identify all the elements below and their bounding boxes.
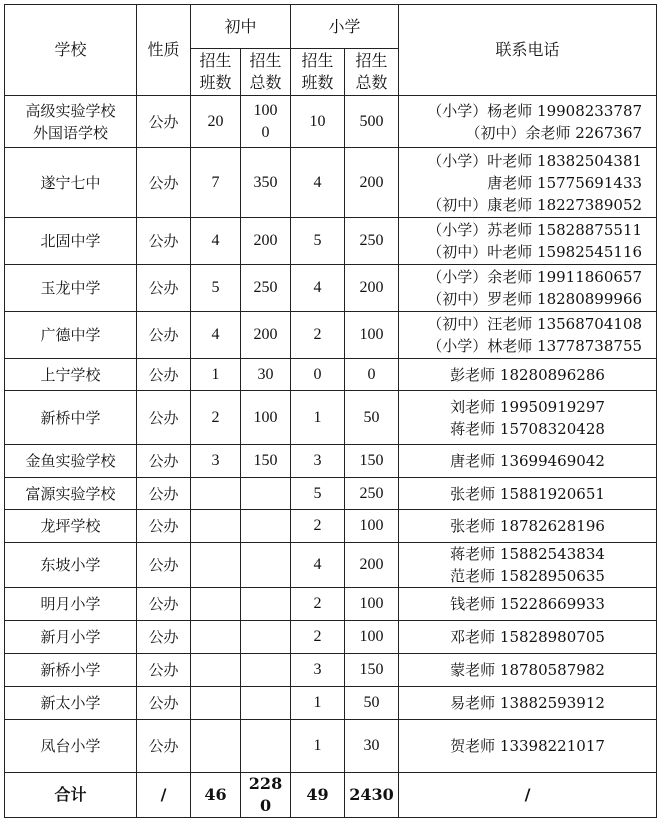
primary-classes-text: 0 (313, 365, 322, 383)
nature-text: 公办 (148, 173, 179, 192)
header-middle-total (241, 49, 291, 96)
middle-total-cell (241, 478, 291, 510)
school-text: 东坡小学 (40, 556, 101, 574)
primary-classes-text: 3 (313, 452, 322, 469)
table-row (5, 543, 657, 588)
middle-classes-text: 4 (211, 232, 220, 249)
primary-total-cell (345, 687, 399, 720)
nature-cell (137, 96, 191, 148)
primary-total-text: 200 (359, 556, 384, 573)
contact-line: （初中）康老师 18227389052 (427, 195, 643, 214)
middle-classes-cell (191, 359, 241, 391)
total-row (5, 773, 657, 818)
primary-total-cell (345, 720, 399, 773)
contact-line: 邓老师 15828980705 (450, 628, 605, 646)
middle-total-cell (241, 687, 291, 720)
primary-total-cell (345, 148, 399, 218)
middle-classes-text: 3 (211, 452, 220, 469)
nature-text: 公办 (148, 595, 179, 613)
middle-total-cell (241, 445, 291, 478)
primary-classes-cell (291, 654, 345, 687)
total-contact-text: / (524, 785, 531, 804)
total-primary-classes (291, 773, 345, 818)
school-cell (5, 445, 137, 478)
school-text: 金鱼实验学校 (25, 452, 116, 470)
contact-cell (399, 359, 657, 391)
total-label (5, 773, 137, 818)
contact-line: 张老师 18782628196 (450, 517, 605, 535)
primary-classes-cell (291, 312, 345, 359)
header-middle-total-text: 招生 总数 (249, 51, 282, 92)
middle-classes-cell (191, 687, 241, 720)
primary-total-text: 250 (359, 232, 384, 249)
middle-classes-cell (191, 445, 241, 478)
primary-total-text: 50 (363, 408, 380, 426)
nature-text: 公办 (148, 694, 179, 712)
primary-classes-cell (291, 687, 345, 720)
contact-line: （初中）叶老师 15982545116 (427, 243, 643, 261)
header-primary-classes (291, 49, 345, 96)
primary-classes-cell (291, 445, 345, 478)
school-cell (5, 654, 137, 687)
total-middle-total-text: 228 0 (248, 774, 283, 815)
table-row (5, 654, 657, 687)
school-cell (5, 510, 137, 543)
nature-cell (137, 588, 191, 621)
header-middle-school: 初中 (191, 5, 291, 49)
school-text: 北固中学 (40, 232, 101, 250)
header-middle-classes-text: 招生 班数 (199, 51, 232, 92)
primary-total-text: 250 (359, 484, 384, 502)
header-primary-total (345, 49, 399, 96)
contact-line: （小学）余老师 19911860657 (427, 268, 643, 286)
middle-total-cell (241, 543, 291, 588)
primary-classes-cell (291, 621, 345, 654)
contact-cell (399, 478, 657, 510)
nature-text: 公办 (148, 232, 179, 250)
table-row (5, 96, 657, 148)
contact-cell (399, 510, 657, 543)
nature-cell (137, 510, 191, 543)
contact-line: （初中）汪老师 13568704108 (427, 315, 643, 333)
contact-cell (399, 312, 657, 359)
middle-total-text: 350 (253, 173, 278, 191)
primary-total-text: 100 (359, 326, 384, 343)
total-primary-total-text: 2430 (349, 785, 394, 804)
contact-cell (399, 391, 657, 445)
table-row (5, 312, 657, 359)
nature-cell (137, 654, 191, 687)
primary-classes-text: 2 (313, 326, 322, 343)
table-row (5, 445, 657, 478)
middle-classes-cell (191, 148, 241, 218)
primary-classes-text: 1 (313, 408, 322, 426)
primary-total-cell (345, 543, 399, 588)
contact-cell (399, 148, 657, 218)
header-primary-total-text: 招生 总数 (355, 51, 388, 92)
primary-total-cell (345, 391, 399, 445)
middle-total-cell (241, 654, 291, 687)
total-nature (137, 773, 191, 818)
table-row (5, 218, 657, 265)
table-row (5, 478, 657, 510)
primary-total-cell (345, 478, 399, 510)
school-text: 高级实验学校 外国语学校 (25, 101, 116, 142)
middle-classes-cell (191, 96, 241, 148)
table-row (5, 720, 657, 773)
primary-total-text: 30 (363, 737, 380, 754)
nature-cell (137, 359, 191, 391)
contact-cell (399, 265, 657, 312)
primary-total-cell (345, 445, 399, 478)
contact-cell (399, 445, 657, 478)
table-row (5, 510, 657, 543)
primary-total-text: 500 (359, 112, 384, 130)
nature-cell (137, 265, 191, 312)
middle-classes-cell (191, 654, 241, 687)
primary-classes-cell (291, 391, 345, 445)
primary-classes-text: 10 (309, 112, 326, 130)
table-row (5, 687, 657, 720)
primary-total-cell (345, 265, 399, 312)
school-cell (5, 588, 137, 621)
nature-text: 公办 (148, 365, 179, 384)
school-text: 明月小学 (40, 595, 101, 613)
primary-total-text: 100 (359, 517, 384, 534)
middle-classes-cell (191, 218, 241, 265)
school-text: 龙坪学校 (40, 517, 101, 535)
middle-total-cell (241, 312, 291, 359)
contact-cell (399, 687, 657, 720)
primary-classes-cell (291, 359, 345, 391)
nature-text: 公办 (148, 484, 179, 503)
nature-cell (137, 218, 191, 265)
header-contact: 联系电话 (399, 5, 657, 96)
middle-classes-cell (191, 588, 241, 621)
school-text: 玉龙中学 (40, 279, 101, 297)
nature-text: 公办 (148, 279, 179, 297)
school-cell (5, 359, 137, 391)
middle-total-cell (241, 588, 291, 621)
primary-classes-text: 3 (313, 661, 322, 678)
middle-classes-cell (191, 312, 241, 359)
primary-classes-cell (291, 543, 345, 588)
middle-total-cell (241, 265, 291, 312)
contact-cell (399, 543, 657, 588)
table-row (5, 391, 657, 445)
primary-classes-text: 4 (313, 279, 322, 296)
nature-text: 公办 (148, 326, 179, 344)
nature-cell (137, 478, 191, 510)
primary-total-cell (345, 510, 399, 543)
middle-classes-cell (191, 720, 241, 773)
header-school: 学校 (5, 5, 137, 96)
middle-classes-cell (191, 391, 241, 445)
school-cell (5, 478, 137, 510)
contact-line: 易老师 13882593912 (450, 694, 605, 712)
middle-classes-text: 4 (211, 326, 220, 343)
middle-total-text: 200 (253, 326, 278, 343)
school-text: 遂宁七中 (40, 173, 101, 192)
primary-total-cell (345, 312, 399, 359)
primary-total-text: 200 (359, 279, 384, 296)
primary-total-cell (345, 96, 399, 148)
header-primary-classes-text: 招生 班数 (301, 51, 334, 92)
nature-text: 公办 (148, 628, 179, 646)
primary-total-text: 150 (359, 661, 384, 678)
total-primary-classes-text: 49 (306, 785, 329, 804)
contact-cell (399, 720, 657, 773)
nature-text: 公办 (148, 408, 179, 427)
school-text: 广德中学 (40, 326, 101, 344)
primary-classes-text: 2 (313, 517, 322, 534)
contact-cell (399, 588, 657, 621)
primary-classes-text: 1 (313, 694, 322, 711)
primary-total-cell (345, 359, 399, 391)
contact-line: （初中）余老师 2267367 (465, 123, 643, 142)
school-text: 上宁学校 (40, 365, 101, 384)
school-cell (5, 218, 137, 265)
middle-total-text: 100 0 (253, 101, 278, 141)
nature-text: 公办 (148, 112, 179, 131)
table-row (5, 148, 657, 218)
primary-classes-text: 2 (313, 628, 322, 645)
contact-line: 彭老师 18280896286 (450, 365, 605, 384)
school-cell (5, 312, 137, 359)
middle-classes-cell (191, 478, 241, 510)
school-cell (5, 543, 137, 588)
nature-text: 公办 (148, 556, 179, 574)
primary-classes-cell (291, 265, 345, 312)
middle-total-text: 200 (253, 232, 278, 249)
contact-line: 蒙老师 18780587982 (450, 661, 605, 679)
table-row (5, 588, 657, 621)
middle-total-cell (241, 148, 291, 218)
total-nature-text: / (160, 785, 167, 804)
primary-classes-cell (291, 148, 345, 218)
middle-classes-text: 7 (211, 173, 220, 191)
middle-total-cell (241, 391, 291, 445)
contact-line: （小学）叶老师 18382504381 (427, 151, 643, 170)
middle-total-text: 250 (253, 279, 278, 296)
contact-cell (399, 218, 657, 265)
primary-classes-cell (291, 478, 345, 510)
middle-classes-text: 1 (211, 365, 220, 383)
contact-cell (399, 96, 657, 148)
nature-cell (137, 621, 191, 654)
primary-total-text: 50 (363, 694, 380, 711)
primary-classes-text: 4 (313, 173, 322, 191)
nature-cell (137, 720, 191, 773)
school-cell (5, 621, 137, 654)
middle-total-cell (241, 96, 291, 148)
nature-cell (137, 543, 191, 588)
contact-line: 张老师 15881920651 (450, 484, 605, 503)
primary-classes-text: 1 (313, 737, 322, 754)
primary-total-text: 200 (359, 173, 384, 191)
contact-line: 贺老师 13398221017 (450, 737, 605, 755)
primary-total-text: 100 (359, 595, 384, 612)
primary-classes-cell (291, 720, 345, 773)
primary-total-cell (345, 218, 399, 265)
primary-classes-text: 5 (313, 484, 322, 502)
nature-text: 公办 (148, 737, 179, 755)
middle-classes-text: 20 (207, 112, 224, 130)
primary-total-text: 100 (359, 628, 384, 645)
contact-cell (399, 621, 657, 654)
enrollment-table (4, 4, 657, 818)
header-nature: 性质 (137, 5, 191, 96)
nature-cell (137, 445, 191, 478)
total-primary-total (345, 773, 399, 818)
nature-cell (137, 391, 191, 445)
primary-classes-text: 5 (313, 232, 322, 249)
school-text: 新月小学 (40, 628, 101, 646)
primary-total-text: 150 (359, 452, 384, 469)
nature-text: 公办 (148, 452, 179, 470)
nature-cell (137, 687, 191, 720)
contact-line: （小学）苏老师 15828875511 (427, 221, 643, 239)
school-cell (5, 687, 137, 720)
nature-cell (137, 312, 191, 359)
contact-line: 刘老师 19950919297 (450, 397, 605, 416)
school-text: 新桥小学 (40, 661, 101, 679)
contact-line: 范老师 15828950635 (450, 567, 605, 585)
middle-total-cell (241, 510, 291, 543)
total-contact (399, 773, 657, 818)
school-cell (5, 265, 137, 312)
contact-cell (399, 654, 657, 687)
contact-line: （初中）罗老师 18280899966 (427, 290, 643, 308)
table-row (5, 359, 657, 391)
middle-classes-cell (191, 510, 241, 543)
school-text: 新太小学 (40, 694, 101, 712)
primary-total-text: 0 (367, 365, 376, 383)
header-primary-school: 小学 (291, 5, 399, 49)
primary-total-cell (345, 588, 399, 621)
nature-cell (137, 148, 191, 218)
total-middle-classes (191, 773, 241, 818)
middle-total-text: 150 (253, 452, 278, 469)
primary-classes-cell (291, 588, 345, 621)
nature-text: 公办 (148, 517, 179, 535)
middle-total-cell (241, 359, 291, 391)
school-cell (5, 391, 137, 445)
school-text: 新桥中学 (40, 408, 101, 427)
contact-line: 蒋老师 15708320428 (450, 419, 605, 438)
middle-total-cell (241, 218, 291, 265)
primary-total-cell (345, 654, 399, 687)
total-label-text: 合计 (54, 785, 87, 804)
contact-line: 钱老师 15228669933 (450, 595, 605, 613)
school-text: 富源实验学校 (25, 484, 116, 503)
header-middle-classes (191, 49, 241, 96)
school-cell (5, 148, 137, 218)
contact-line: 唐老师 15775691433 (487, 173, 643, 192)
contact-line: 蒋老师 15882543834 (450, 545, 605, 563)
total-middle-classes-text: 46 (204, 785, 227, 804)
primary-classes-cell (291, 218, 345, 265)
contact-line: 唐老师 13699469042 (450, 452, 605, 470)
middle-total-cell (241, 621, 291, 654)
primary-classes-cell (291, 96, 345, 148)
primary-total-cell (345, 621, 399, 654)
table-row (5, 265, 657, 312)
middle-classes-cell (191, 621, 241, 654)
table-row (5, 621, 657, 654)
nature-text: 公办 (148, 661, 179, 679)
primary-classes-text: 4 (313, 556, 322, 573)
middle-classes-text: 2 (211, 408, 220, 426)
contact-line: （小学）林老师 13778738755 (427, 337, 643, 355)
middle-classes-text: 5 (211, 279, 220, 296)
school-cell (5, 96, 137, 148)
primary-classes-cell (291, 510, 345, 543)
middle-classes-cell (191, 543, 241, 588)
middle-total-text: 30 (257, 365, 274, 383)
total-middle-total (241, 773, 291, 818)
contact-line: （小学）杨老师 19908233787 (427, 101, 643, 120)
middle-classes-cell (191, 265, 241, 312)
primary-classes-text: 2 (313, 595, 322, 612)
school-cell (5, 720, 137, 773)
middle-total-text: 100 (253, 408, 278, 426)
middle-total-cell (241, 720, 291, 773)
school-text: 凤台小学 (40, 737, 101, 755)
